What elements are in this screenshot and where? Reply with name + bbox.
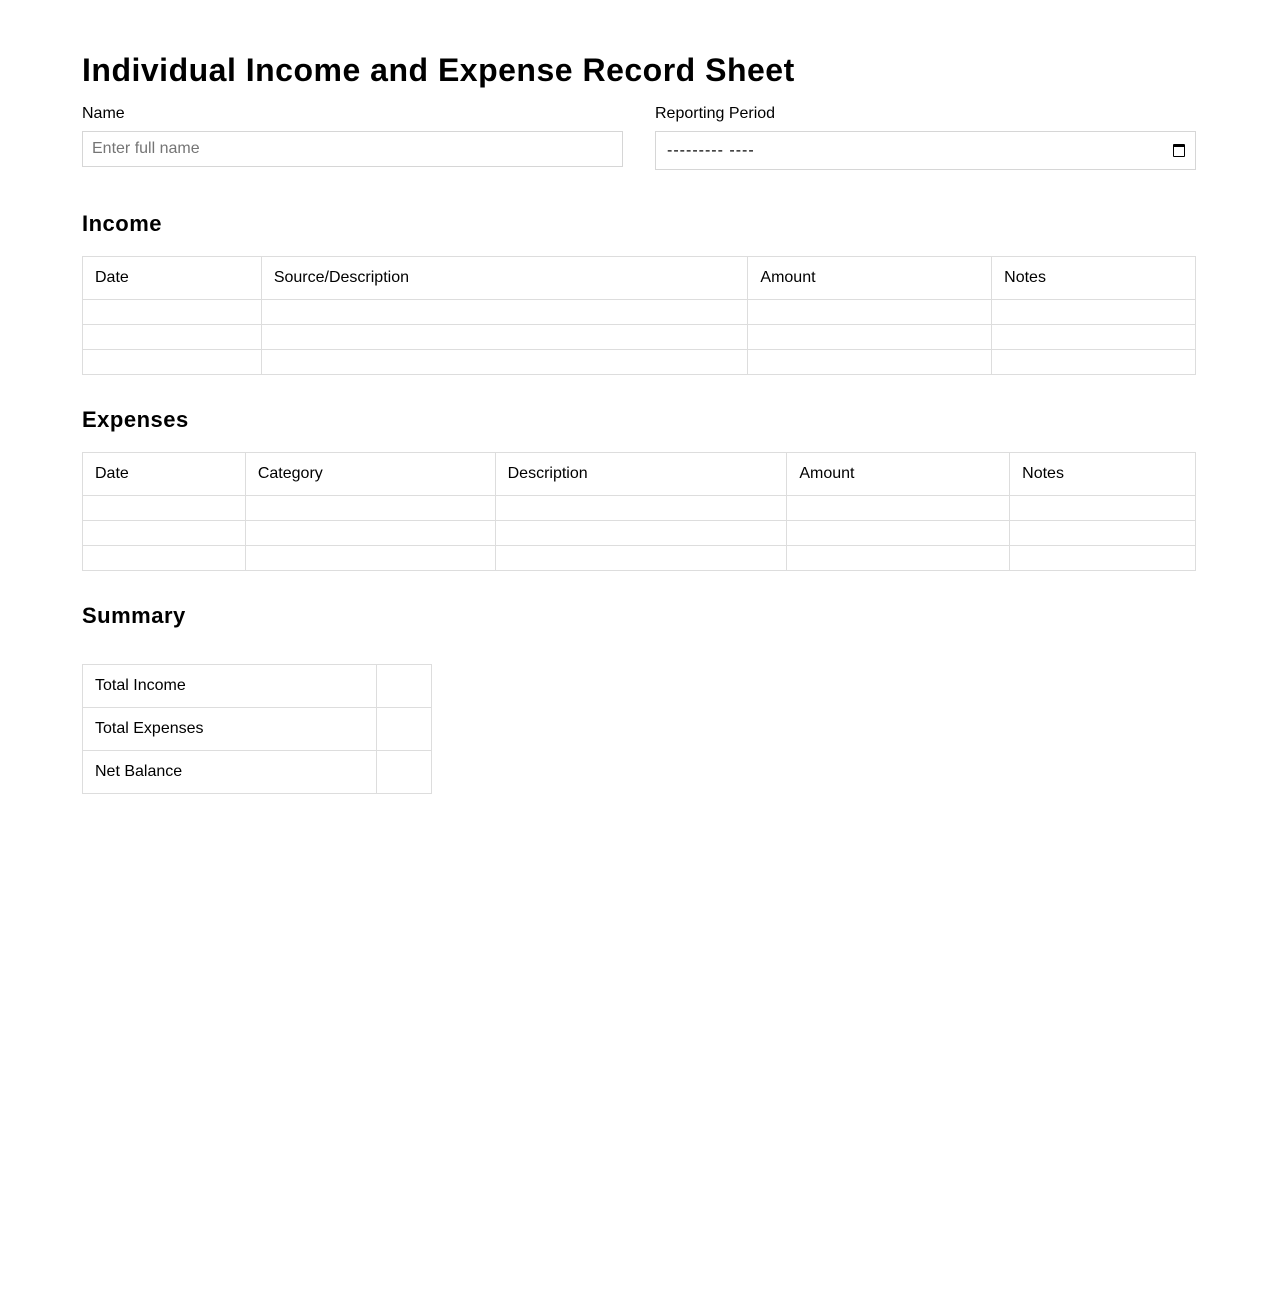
- cell[interactable]: [787, 546, 1010, 571]
- col-description: Description: [495, 453, 787, 496]
- cell[interactable]: [245, 496, 495, 521]
- table-row: [83, 496, 1196, 521]
- cell[interactable]: [83, 546, 246, 571]
- table-header: [83, 453, 1196, 496]
- cell[interactable]: [495, 496, 787, 521]
- col-amount: Amount: [748, 257, 992, 300]
- col-date: Date: [83, 257, 262, 300]
- summary-row: [83, 708, 432, 751]
- total-income-value[interactable]: [377, 665, 432, 708]
- name-input[interactable]: [82, 131, 623, 167]
- cell[interactable]: [992, 325, 1196, 350]
- table-row: [83, 325, 1196, 350]
- cell[interactable]: [83, 521, 246, 546]
- cell[interactable]: [1010, 546, 1196, 571]
- cell[interactable]: [261, 300, 748, 325]
- cell[interactable]: [83, 325, 262, 350]
- summary-row: [83, 665, 432, 708]
- cell[interactable]: [83, 496, 246, 521]
- col-notes: Notes: [1010, 453, 1196, 496]
- table-row: [83, 546, 1196, 571]
- cell[interactable]: [261, 325, 748, 350]
- table-row: [83, 521, 1196, 546]
- period-value: --------- ----: [667, 141, 755, 159]
- col-category: Category: [245, 453, 495, 496]
- table-header: [83, 257, 1196, 300]
- col-notes: Notes: [992, 257, 1196, 300]
- cell[interactable]: [748, 350, 992, 375]
- summary-heading: Summary: [82, 603, 186, 628]
- calendar-icon[interactable]: [1173, 144, 1185, 157]
- total-income-label: Total Income: [83, 665, 377, 708]
- col-date: Date: [83, 453, 246, 496]
- summary-table: [82, 664, 432, 794]
- cell[interactable]: [495, 521, 787, 546]
- cell[interactable]: [495, 546, 787, 571]
- cell[interactable]: [245, 521, 495, 546]
- period-label: Reporting Period: [655, 105, 776, 122]
- name-placeholder: Enter full name: [92, 140, 200, 157]
- name-label: Name: [82, 105, 125, 122]
- cell[interactable]: [748, 325, 992, 350]
- table-row: [83, 350, 1196, 375]
- col-source: Source/Description: [261, 257, 748, 300]
- total-expenses-label: Total Expenses: [83, 708, 377, 751]
- col-amount: Amount: [787, 453, 1010, 496]
- cell[interactable]: [1010, 496, 1196, 521]
- net-balance-value[interactable]: [377, 751, 432, 794]
- cell[interactable]: [787, 521, 1010, 546]
- cell[interactable]: [1010, 521, 1196, 546]
- cell[interactable]: [992, 350, 1196, 375]
- income-heading: Income: [82, 211, 163, 236]
- net-balance-label: Net Balance: [83, 751, 377, 794]
- cell[interactable]: [748, 300, 992, 325]
- cell[interactable]: [83, 350, 262, 375]
- expenses-heading: Expenses: [82, 407, 189, 432]
- expenses-table: [82, 452, 1196, 571]
- total-expenses-value[interactable]: [377, 708, 432, 751]
- cell[interactable]: [261, 350, 748, 375]
- cell[interactable]: [787, 496, 1010, 521]
- summary-row: [83, 751, 432, 794]
- cell[interactable]: [83, 300, 262, 325]
- period-input[interactable]: [655, 131, 1196, 170]
- page-title: Individual Income and Expense Record Sheet: [82, 52, 795, 88]
- table-row: [83, 300, 1196, 325]
- income-table: [82, 256, 1196, 375]
- cell[interactable]: [245, 546, 495, 571]
- cell[interactable]: [992, 300, 1196, 325]
